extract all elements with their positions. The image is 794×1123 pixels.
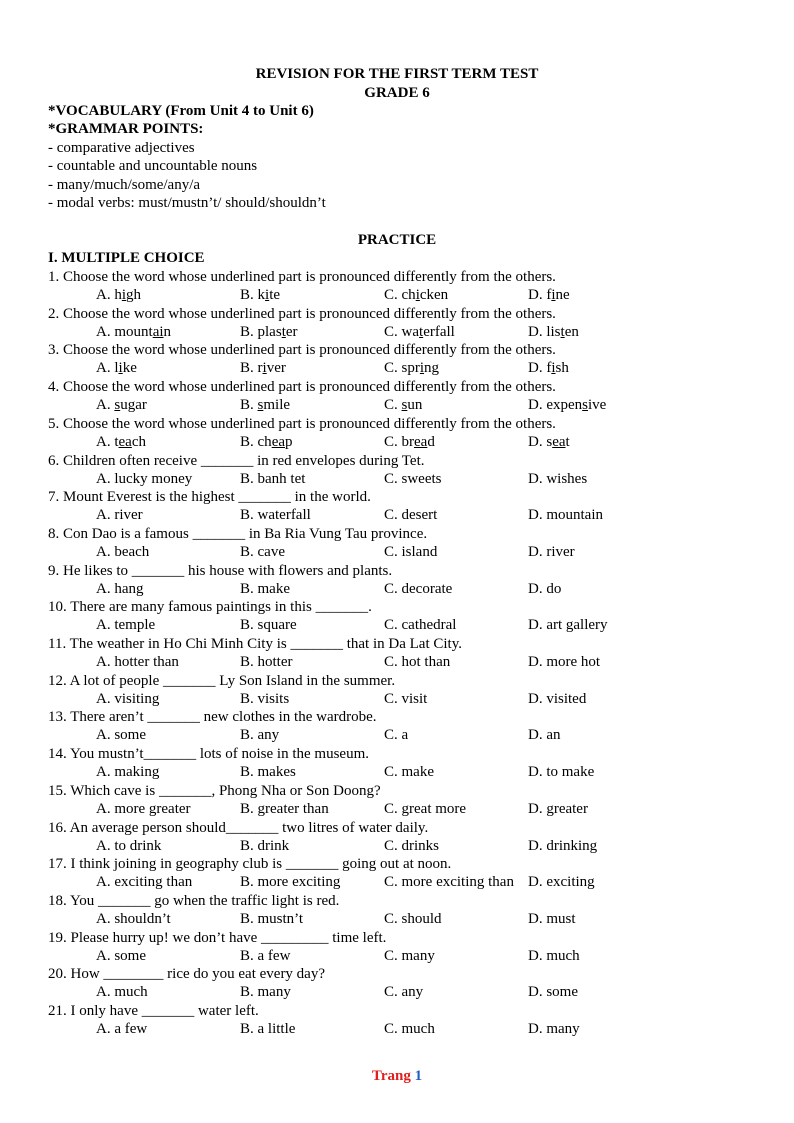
option-text-part: C. <box>384 433 402 450</box>
answer-option: A. temple <box>96 617 156 634</box>
answer-options <box>0 433 794 451</box>
question-text: 11. The weather in Ho Chi Minh City is _______ that in Da Lat City. <box>48 636 462 652</box>
underlined-part: i <box>551 360 556 377</box>
option-text-part: t <box>565 433 570 450</box>
answer-option: C. many <box>384 947 435 964</box>
underlined-part: i <box>121 287 127 303</box>
question-text: 5. Choose the word whose underlined part is pronounced differently from the others. <box>48 415 556 432</box>
vocabulary-heading: *VOCABULARY (From Unit 4 to Unit 6) <box>48 103 314 119</box>
underlined-part: ea <box>414 433 428 450</box>
answer-option <box>528 396 606 414</box>
answer-option: C. great more <box>384 800 467 817</box>
answer-options <box>0 947 794 965</box>
question-text: 13. There aren’t _______ new clothes in the wardrobe. <box>48 709 377 726</box>
answer-option <box>96 323 171 341</box>
question-text: 6. Children often receive _______ in red envelopes during Tet. <box>48 452 425 469</box>
answer-option <box>96 286 141 304</box>
answer-option: C. cathedral <box>384 617 457 634</box>
option-text-part: C. <box>384 287 402 303</box>
answer-option <box>240 433 293 451</box>
answer-option: C. a <box>384 727 409 744</box>
grammar-point: - modal verbs: must/mustn’t/ should/shouldn’t <box>48 195 326 211</box>
footer-page-number: 1 <box>414 1068 423 1084</box>
question-text: 2. Choose the word whose underlined part is pronounced differently from the others. <box>48 305 556 322</box>
answer-option: A. hotter than <box>96 654 179 670</box>
answer-option: D. visited <box>528 690 587 707</box>
answer-options <box>0 543 794 561</box>
option-text-part: s <box>546 433 553 450</box>
option-text-part: C. <box>384 360 402 377</box>
answer-option <box>528 323 579 341</box>
underlined-part: s <box>582 397 589 414</box>
underlined-part: t <box>419 323 424 340</box>
option-text-part: p <box>285 433 293 450</box>
question-text: 18. You _______ go when the traffic light is red. <box>48 892 340 909</box>
answer-option <box>384 396 422 414</box>
answer-option: C. should <box>384 910 442 927</box>
answer-option: D. to make <box>528 764 595 781</box>
answer-options <box>0 800 794 818</box>
answer-option: B. cave <box>240 543 285 560</box>
question-text: 10. There are many famous paintings in this _______. <box>48 599 372 616</box>
answer-option: C. drinks <box>384 837 440 854</box>
footer-page-word: Trang <box>371 1068 411 1084</box>
answer-option: A. shouldn’t <box>96 910 171 927</box>
question-text: 1. Choose the word whose underlined part is pronounced differently from the others. <box>48 269 556 285</box>
answer-option <box>240 323 298 341</box>
option-text-part: sh <box>555 360 569 377</box>
answer-option: A. lucky money <box>96 470 193 487</box>
grammar-point: - countable and uncountable nouns <box>48 158 258 174</box>
answer-option: D. art gallery <box>528 617 608 634</box>
answer-option: C. island <box>384 543 438 560</box>
answer-option: A. river <box>96 507 143 524</box>
answer-option: A. visiting <box>96 690 160 707</box>
option-text-part: A. <box>96 433 115 450</box>
underlined-part: i <box>419 360 425 377</box>
answer-option: B. waterfall <box>240 507 311 524</box>
answer-option: B. makes <box>240 764 296 781</box>
answer-option: A. some <box>96 947 146 964</box>
answer-options <box>0 616 794 634</box>
question-text: 4. Choose the word whose underlined part is pronounced differently from the others. <box>48 379 556 396</box>
answer-option: D. some <box>528 984 578 1001</box>
answer-option: A. some <box>96 727 146 744</box>
question-text: 14. You mustn’t_______ lots of noise in the museum. <box>48 746 369 763</box>
answer-option: A. more greater <box>96 800 191 817</box>
answer-option <box>240 286 280 304</box>
option-text-part: r <box>257 360 263 377</box>
section-heading: I. MULTIPLE CHOICE <box>48 250 205 266</box>
answer-option <box>528 286 570 304</box>
question-text: 17. I think joining in geography club is _______ going out at noon. <box>48 856 452 873</box>
answer-option <box>384 359 439 377</box>
answer-option: D. an <box>528 727 561 744</box>
option-text-part: er <box>285 323 298 340</box>
answer-option: B. any <box>240 727 280 744</box>
question-text: 7. Mount Everest is the highest _______ in the world. <box>48 489 371 506</box>
answer-option: D. river <box>528 543 575 560</box>
answer-option: C. more exciting than <box>384 874 514 891</box>
option-text-part: ive <box>588 397 607 414</box>
option-text-part: B. <box>240 360 258 377</box>
option-text-part: expen <box>546 397 583 414</box>
question-text: 15. Which cave is _______, Phong Nha or Son Doong? <box>48 782 381 799</box>
answer-option: C. hot than <box>384 654 451 670</box>
option-text-part: D. <box>528 287 547 303</box>
answer-option: B. more exciting <box>240 874 341 891</box>
answer-options <box>0 983 794 1001</box>
answer-options <box>0 286 794 304</box>
option-text-part: en <box>564 323 579 340</box>
option-text-part: h <box>114 287 122 303</box>
option-text-part: l <box>114 360 119 377</box>
grade-heading: GRADE 6 <box>364 85 430 101</box>
answer-option <box>96 359 137 377</box>
answer-options <box>0 396 794 414</box>
answer-option: B. make <box>240 580 290 597</box>
answer-options <box>0 690 794 708</box>
underlined-part: ea <box>118 433 132 450</box>
option-text-part: wa <box>401 323 420 340</box>
question-text: 19. Please hurry up! we don’t have _________ time left. <box>48 929 387 946</box>
underlined-part: i <box>551 287 556 303</box>
option-text-part: erfall <box>423 323 455 340</box>
question-text: 3. Choose the word whose underlined part is pronounced differently from the others. <box>48 342 556 359</box>
option-text-part: ne <box>555 287 570 303</box>
option-text-part: plas <box>257 323 282 340</box>
answer-options <box>0 580 794 598</box>
question-text: 12. A lot of people _______ Ly Son Island in the summer. <box>48 672 396 689</box>
document-title: REVISION FOR THE FIRST TERM TEST <box>255 66 539 82</box>
question-text: 21. I only have _______ water left. <box>48 1003 259 1019</box>
answer-options <box>0 506 794 524</box>
answer-option: C. any <box>384 984 424 1001</box>
option-text-part: ver <box>266 360 286 377</box>
option-text-part: A. <box>96 397 115 414</box>
option-text-part: k <box>257 287 266 303</box>
option-text-part: C. <box>384 323 402 340</box>
answer-option: A. beach <box>96 543 150 560</box>
answer-options <box>0 1020 794 1038</box>
option-text-part: D. <box>528 360 547 377</box>
answer-option: D. many <box>528 1021 580 1037</box>
answer-option: A. a few <box>96 1021 148 1037</box>
option-text-part: B. <box>240 287 258 303</box>
answer-option <box>240 396 290 414</box>
underlined-part: i <box>118 360 123 377</box>
option-text-part: A. <box>96 287 115 303</box>
option-text-part: A. <box>96 323 115 340</box>
question-text: 16. An average person should_______ two litres of water daily. <box>48 819 429 836</box>
option-text-part: f <box>546 360 552 377</box>
answer-option: A. much <box>96 984 148 1001</box>
answer-option: D. more hot <box>528 654 601 670</box>
underlined-part: i <box>262 360 267 377</box>
answer-option: A. hang <box>96 580 144 597</box>
answer-option: A. making <box>96 764 160 781</box>
option-text-part: ng <box>424 360 440 377</box>
answer-options <box>0 653 794 671</box>
answer-option: D. must <box>528 910 576 927</box>
answer-option: C. desert <box>384 507 438 524</box>
option-text-part: f <box>546 287 552 303</box>
answer-option: B. drink <box>240 837 290 854</box>
question-text: 8. Con Dao is a famous _______ in Ba Ria Vung Tau province. <box>48 525 428 542</box>
option-text-part: br <box>401 433 415 450</box>
option-text-part: lis <box>546 323 561 340</box>
option-text-part: C. <box>384 397 402 414</box>
answer-option <box>384 323 455 341</box>
answer-options <box>0 763 794 781</box>
option-text-part: ch <box>131 433 147 450</box>
underlined-part: ea <box>271 433 286 450</box>
page-footer <box>0 1068 794 1085</box>
answer-option: D. do <box>528 580 562 597</box>
option-text-part: ugar <box>120 397 147 414</box>
option-text-part: B. <box>240 323 258 340</box>
option-text-part: A. <box>96 360 115 377</box>
option-text-part: D. <box>528 433 547 450</box>
option-text-part: cken <box>419 287 449 303</box>
answer-option: C. make <box>384 764 434 781</box>
answer-option <box>528 433 570 451</box>
underlined-part: s <box>401 397 408 414</box>
option-text-part: gh <box>126 287 142 303</box>
question-text: 20. How ________ rice do you eat every day? <box>48 966 326 983</box>
option-text-part: ch <box>257 433 272 450</box>
answer-option: A. exciting than <box>96 874 193 891</box>
option-text-part: mount <box>114 323 153 340</box>
answer-options <box>0 323 794 341</box>
answer-options <box>0 726 794 744</box>
grammar-point: - many/much/some/any/a <box>48 177 201 193</box>
answer-options <box>0 470 794 488</box>
option-text-part: B. <box>240 397 258 414</box>
underlined-part: t <box>560 323 565 340</box>
answer-option <box>384 433 435 451</box>
practice-heading: PRACTICE <box>357 232 437 248</box>
answer-options <box>0 873 794 891</box>
answer-option: D. wishes <box>528 470 588 487</box>
underlined-part: t <box>281 323 286 340</box>
answer-option: C. sweets <box>384 470 442 487</box>
answer-options <box>0 359 794 377</box>
option-text-part: ke <box>122 360 137 377</box>
answer-option: C. much <box>384 1021 435 1037</box>
answer-option: B. greater than <box>240 800 329 817</box>
grammar-point: - comparative adjectives <box>48 140 195 156</box>
option-text-part: B. <box>240 433 258 450</box>
option-text-part: te <box>269 287 281 303</box>
option-text-part: d <box>427 433 435 450</box>
answer-option <box>384 286 448 304</box>
underlined-part: s <box>114 397 121 414</box>
answer-option: C. visit <box>384 690 428 707</box>
answer-option: B. banh tet <box>240 470 306 487</box>
answer-option: B. a little <box>240 1021 296 1037</box>
option-text-part: spr <box>401 360 420 377</box>
underlined-part: ai <box>152 323 164 340</box>
answer-option: D. drinking <box>528 837 598 854</box>
option-text-part: t <box>114 433 119 450</box>
answer-option <box>528 359 569 377</box>
answer-option <box>240 359 286 377</box>
option-text-part: D. <box>528 323 547 340</box>
answer-option: B. many <box>240 984 291 1001</box>
answer-option: D. much <box>528 947 580 964</box>
answer-option: B. hotter <box>240 654 293 670</box>
answer-option: C. decorate <box>384 580 453 597</box>
option-text-part: n <box>163 323 172 340</box>
answer-option: B. visits <box>240 690 290 707</box>
underlined-part: ea <box>552 433 566 450</box>
answer-options <box>0 837 794 855</box>
answer-option <box>96 396 147 414</box>
option-text-part: ch <box>401 287 416 303</box>
underlined-part: i <box>415 287 420 303</box>
option-text-part: D. <box>528 397 547 414</box>
option-text-part: mile <box>263 397 291 414</box>
answer-option: D. greater <box>528 800 588 817</box>
answer-options <box>0 910 794 928</box>
answer-option: D. mountain <box>528 507 603 524</box>
grammar-heading: *GRAMMAR POINTS: <box>48 121 204 137</box>
answer-option <box>96 433 146 451</box>
option-text-part: un <box>407 397 423 414</box>
underlined-part: i <box>265 287 270 303</box>
answer-option: B. square <box>240 617 297 634</box>
answer-option: D. exciting <box>528 874 595 891</box>
answer-option: B. mustn’t <box>240 910 304 927</box>
answer-option: A. to drink <box>96 837 162 854</box>
question-text: 9. He likes to _______ his house with flowers and plants. <box>48 562 393 579</box>
answer-option: B. a few <box>240 947 291 964</box>
underlined-part: s <box>257 397 264 414</box>
